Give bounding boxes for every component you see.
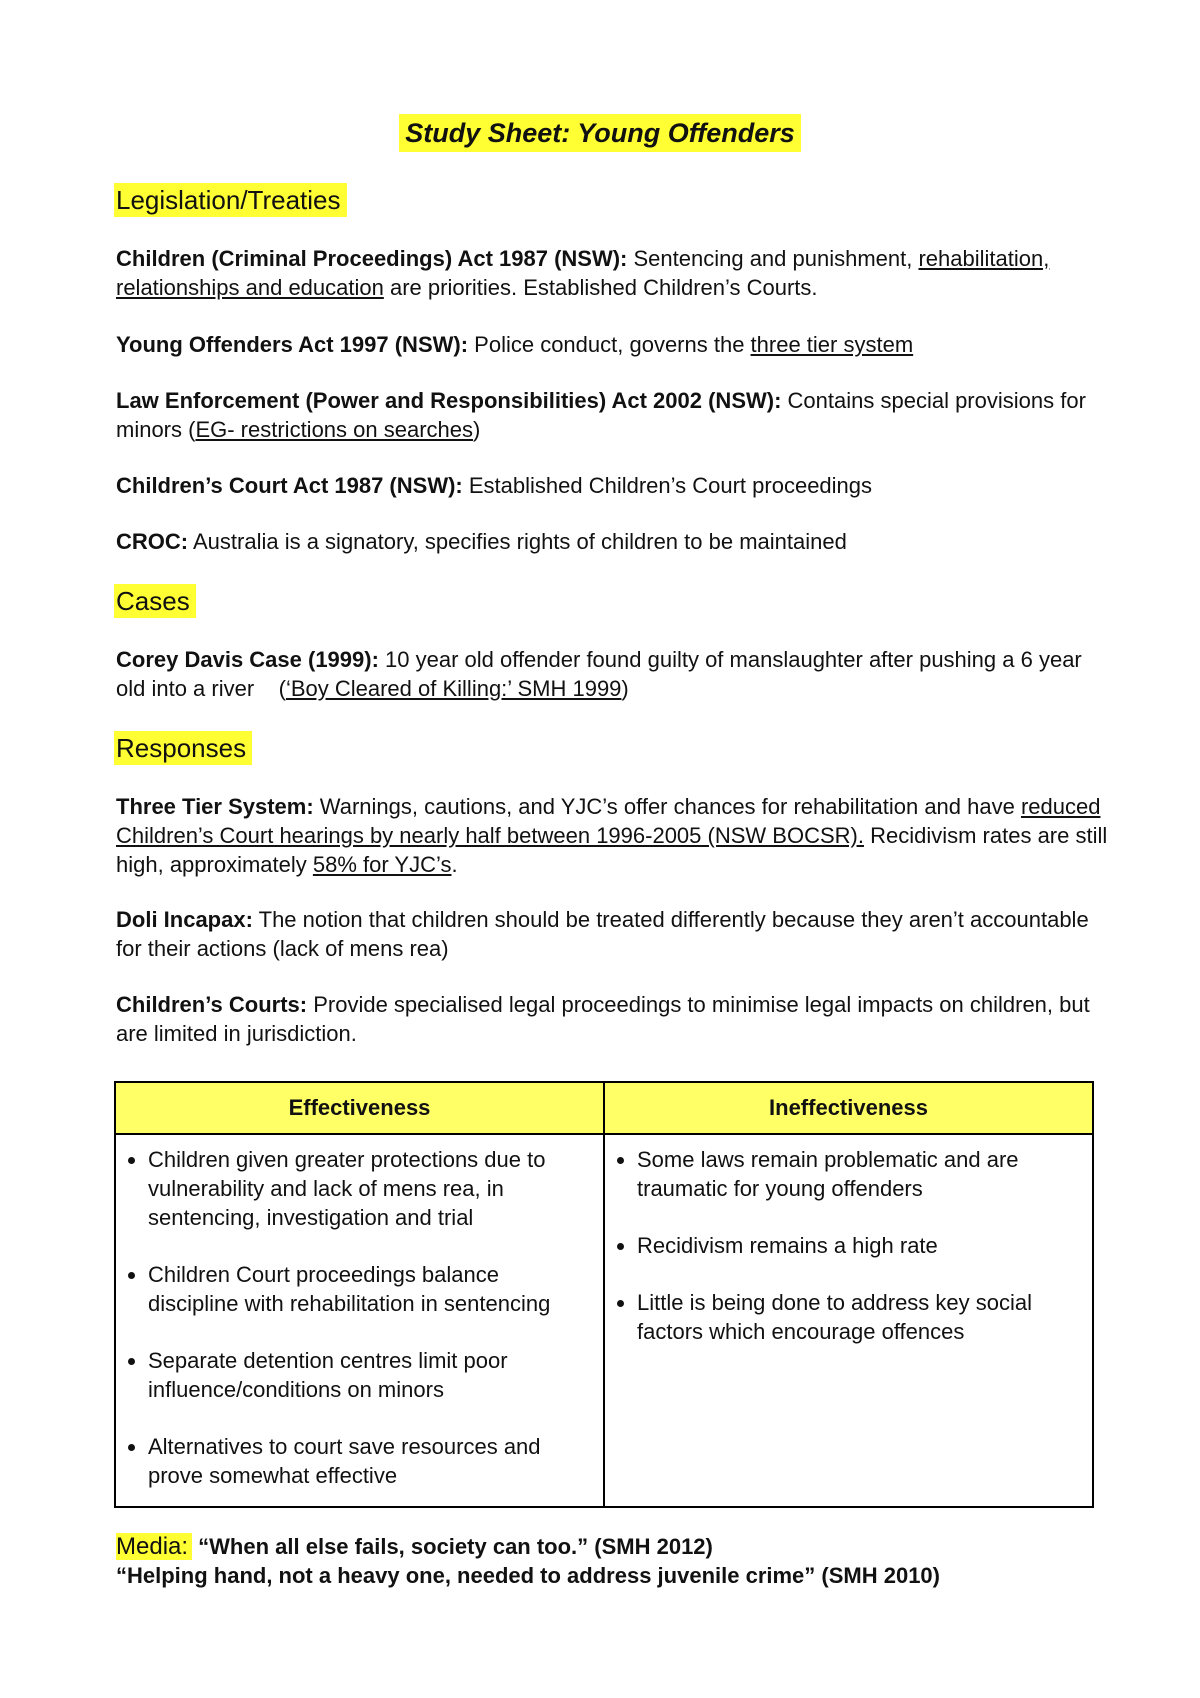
media-label: Media: — [116, 1533, 192, 1560]
term: Young Offenders Act 1997 (NSW): — [116, 332, 469, 357]
list-item: • Children Court proceedings balance discipline with rehabilitation in sentencing — [148, 1260, 591, 1318]
legislation-item-1: Children (Criminal Proceedings) Act 1987 (NSW): Sentencing and punishment, rehabilitation, relationships and education are priorities. Established Children’s Courts. — [116, 246, 1050, 300]
list-item: • Separate detention centres limit poor influence/conditions on minors — [148, 1346, 591, 1404]
header-ineffectiveness: Ineffectiveness — [604, 1082, 1093, 1134]
legislation-item-2: Young Offenders Act 1997 (NSW): Police conduct, governs the three tier system — [116, 332, 914, 357]
effectiveness-table — [114, 1081, 1094, 1508]
case-item-1: Corey Davis Case (1999): 10 year old offender found guilty of manslaughter after pushing a 6 year old into a river (‘Boy Cleared of Killing:’ SMH 1999) — [116, 647, 1088, 701]
term: Children’s Court Act 1987 (NSW): — [116, 473, 463, 498]
list-item: • Little is being done to address key social factors which encourage offences — [637, 1288, 1080, 1346]
list-item: • Some laws remain problematic and are traumatic for young offenders — [637, 1145, 1080, 1203]
list-item: • Children given greater protections due to vulnerability and lack of mens rea, in sentencing, investigation and trial — [148, 1145, 591, 1232]
list-item: • Alternatives to court save resources and prove somewhat effective — [148, 1432, 591, 1490]
term: Doli Incapax: — [116, 907, 253, 932]
page-title: Study Sheet: Young Offenders — [399, 114, 801, 152]
title-container — [0, 114, 1200, 152]
response-item-3: Children’s Courts: Provide specialised legal proceedings to minimise legal impacts on children, but are limited in jurisdiction. — [116, 992, 1090, 1046]
heading-legislation: Legislation/Treaties — [114, 183, 347, 217]
media-quote-2: “Helping hand, not a heavy one, needed to address juvenile crime” (SMH 2010) — [116, 1563, 940, 1588]
legislation-item-5: CROC: Australia is a signatory, specifies rights of children to be maintained — [116, 529, 847, 554]
ineffectiveness-list — [617, 1145, 1080, 1346]
table-row — [115, 1134, 1093, 1507]
list-item: • Recidivism remains a high rate — [637, 1231, 1080, 1260]
term: Three Tier System: — [116, 794, 314, 819]
heading-responses: Responses — [114, 731, 252, 765]
media-line-1 — [116, 1532, 713, 1561]
term: Law Enforcement (Power and Responsibilities) Act 2002 (NSW): — [116, 388, 782, 413]
ineffectiveness-cell — [604, 1134, 1093, 1507]
effectiveness-cell — [115, 1134, 604, 1507]
term: Children (Criminal Proceedings) Act 1987 (NSW): — [116, 246, 628, 271]
response-item-1: Three Tier System: Warnings, cautions, and YJC’s offer chances for rehabilitation and have reduced Children’s Court hearings by nearly half between 1996-2005 (NSW BOCSR). Recidivism rates are still high, approximately 58% for YJC’s. — [116, 794, 1108, 877]
header-effectiveness: Effectiveness — [115, 1082, 604, 1134]
media-quote-1: “When all else fails, society can too.” (SMH 2012) — [192, 1534, 713, 1559]
table-header-row — [115, 1082, 1093, 1134]
effectiveness-list — [128, 1145, 591, 1490]
legislation-item-3: Law Enforcement (Power and Responsibilities) Act 2002 (NSW): Contains special provisions for minors (EG- restrictions on searches) — [116, 388, 1086, 442]
heading-cases: Cases — [114, 584, 196, 618]
term: Corey Davis Case (1999): — [116, 647, 379, 672]
legislation-item-4: Children’s Court Act 1987 (NSW): Established Children’s Court proceedings — [116, 473, 873, 498]
response-item-2: Doli Incapax: The notion that children should be treated differently because they aren’t accountable for their actions (lack of mens rea) — [116, 907, 1089, 961]
term: CROC: — [116, 529, 189, 554]
term: Children’s Courts: — [116, 992, 308, 1017]
